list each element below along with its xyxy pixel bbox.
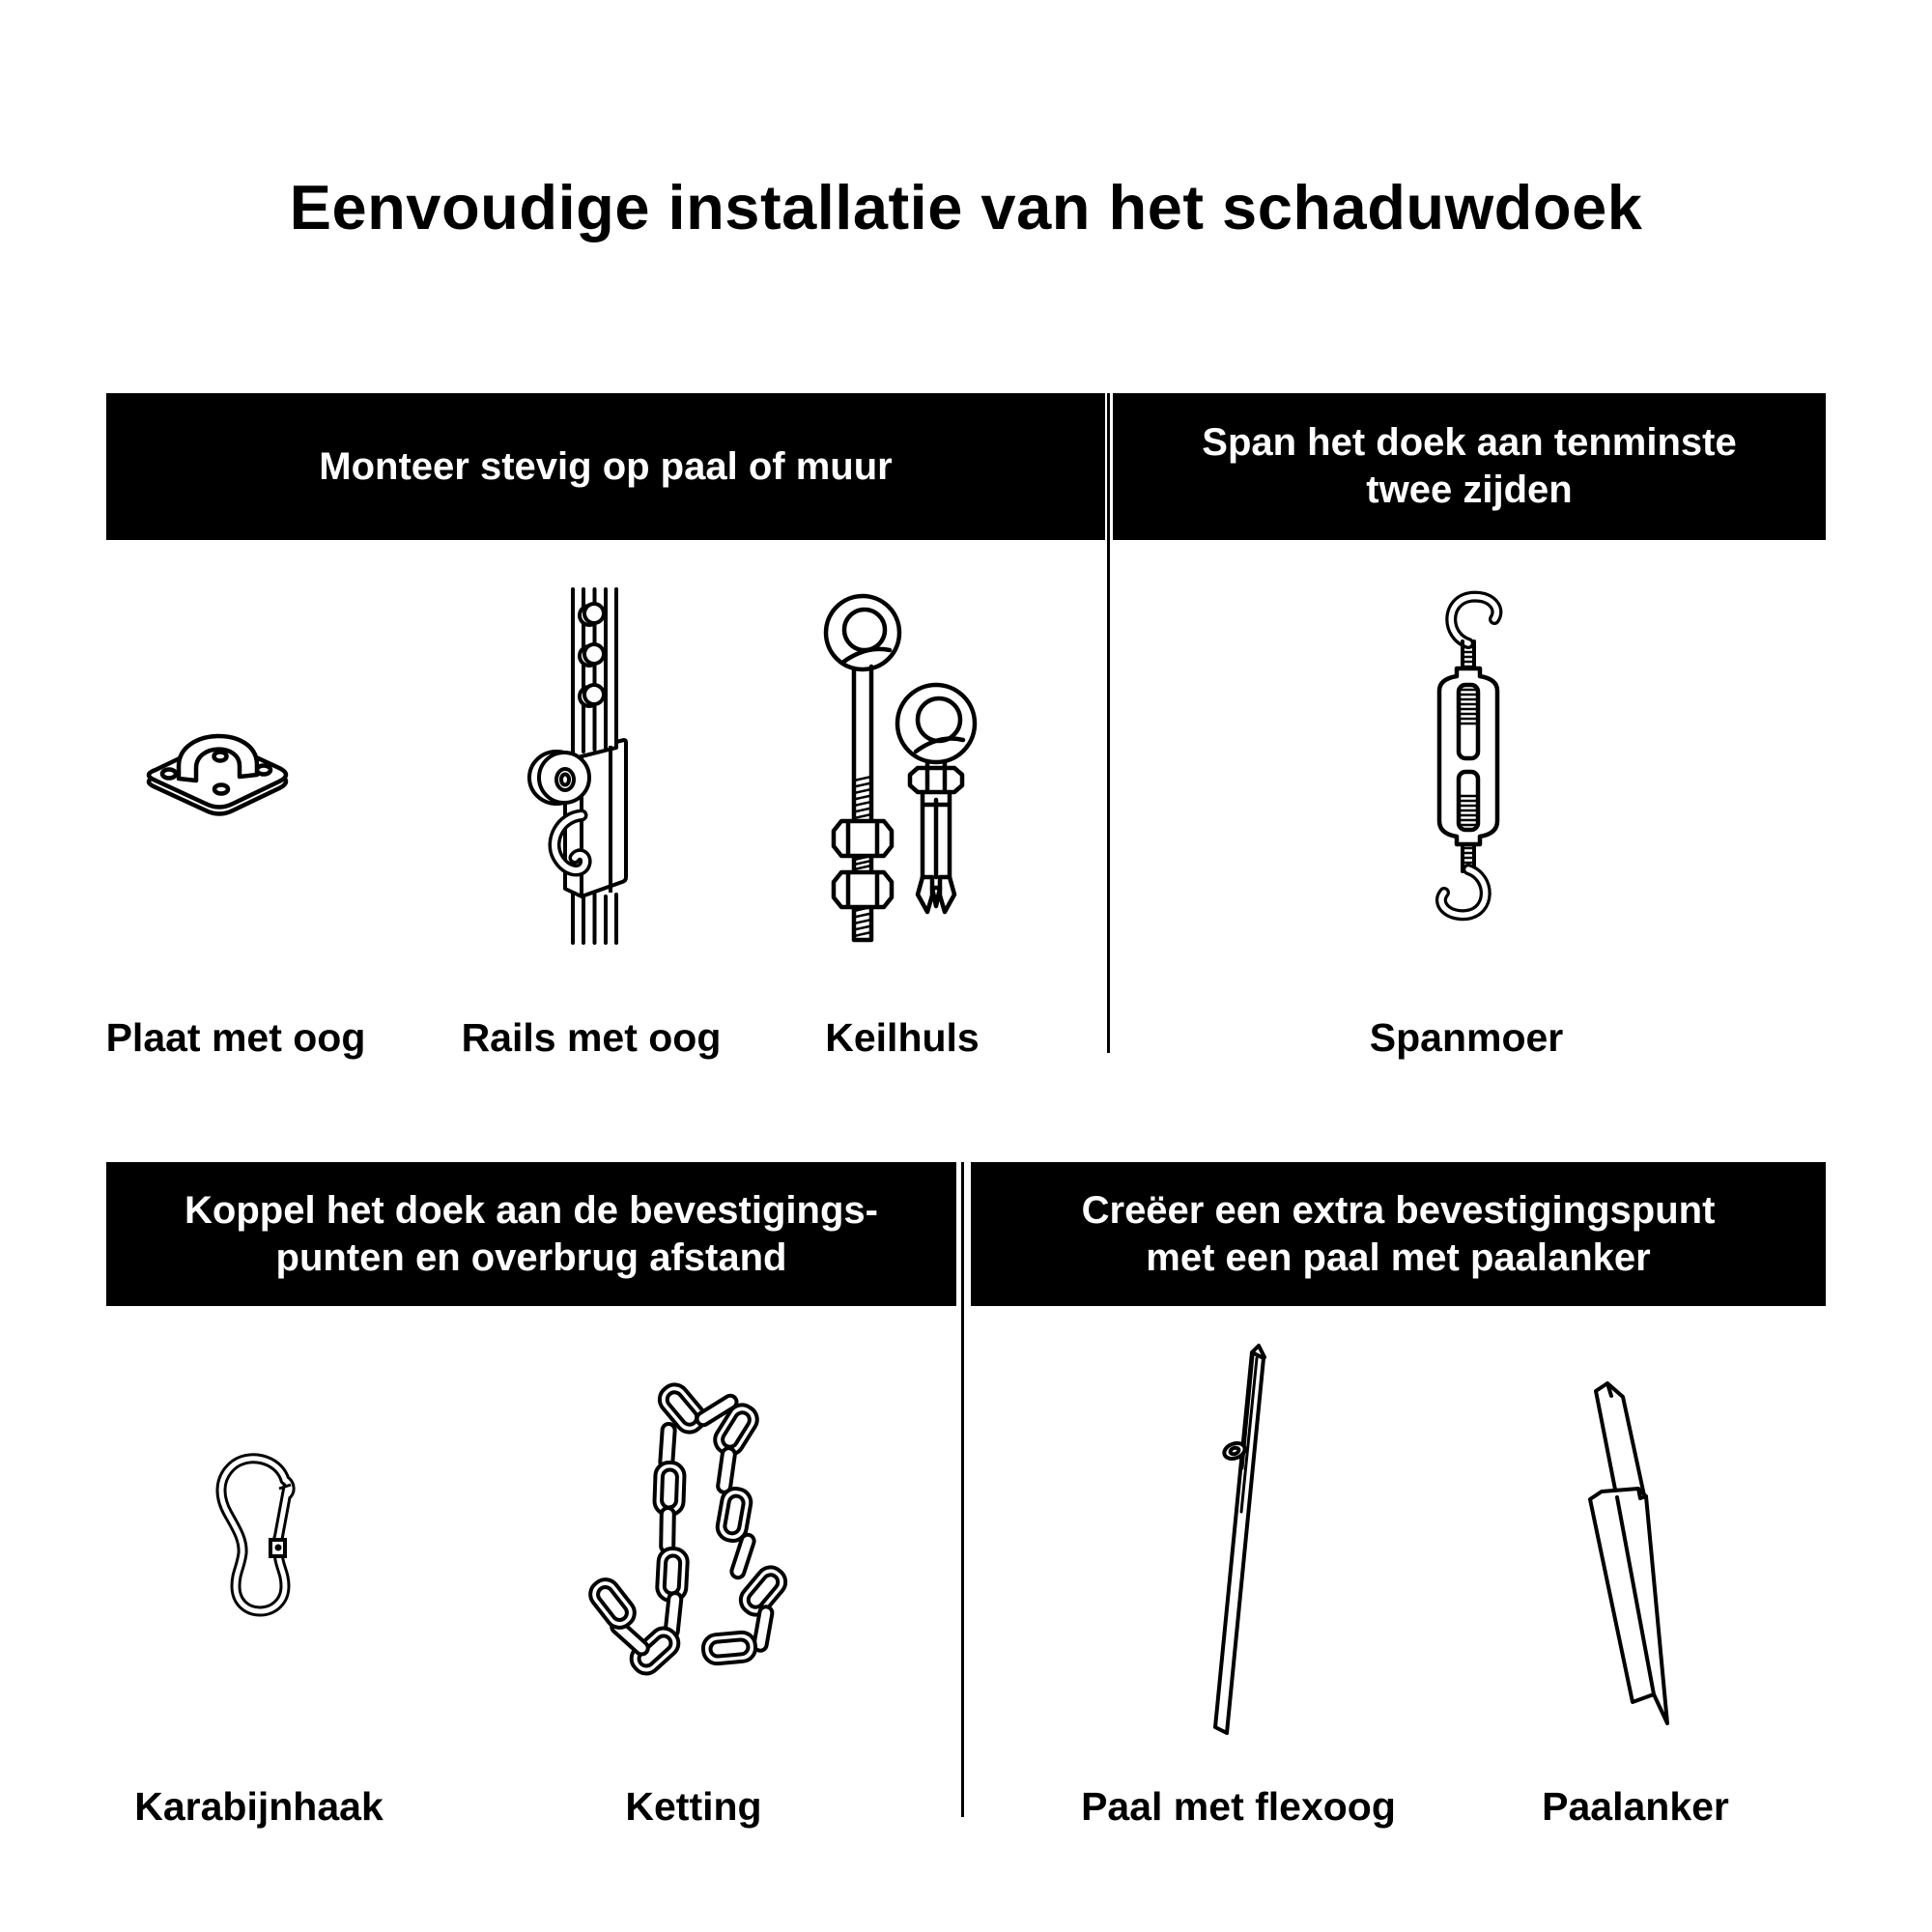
section-header-extra-point-line2: met een paal met paalanker xyxy=(1146,1236,1651,1279)
section-header-tension-line2: twee zijden xyxy=(1366,469,1573,511)
expansion-eye-bolt-illustration xyxy=(819,589,983,945)
post-anchor-illustration xyxy=(1584,1372,1690,1731)
section-header-connect xyxy=(106,1162,956,1306)
item-label-rails-met-oog: Rails met oog xyxy=(461,1015,722,1060)
section-header-extra-point xyxy=(971,1162,1826,1306)
rail-with-eye-illustration xyxy=(533,587,634,945)
chain-illustration xyxy=(583,1379,796,1679)
section-header-mount-line: Monteer stevig op paal of muur xyxy=(319,444,893,488)
pole-with-flex-eye-illustration xyxy=(1202,1343,1279,1739)
turnbuckle-illustration xyxy=(1426,591,1513,920)
section-header-mount xyxy=(106,393,1105,540)
item-label-ketting: Ketting xyxy=(625,1784,762,1829)
section-header-connect-line2: punten en overbrug afstand xyxy=(275,1236,787,1279)
item-label-keilhuls: Keilhuls xyxy=(825,1015,980,1060)
item-label-plaat-met-oog: Plaat met oog xyxy=(105,1015,366,1060)
pad-eye-plate-illustration xyxy=(140,720,295,821)
section-header-extra-point-line1: Creëer een extra bevestigingspunt xyxy=(1081,1188,1716,1232)
section-header-connect-line1: Koppel het doek aan de bevestigings- xyxy=(185,1188,878,1232)
column-divider-top xyxy=(1107,393,1110,1053)
section-header-tension xyxy=(1113,393,1826,540)
page-title: Eenvoudige installatie van het schaduwdoek xyxy=(289,172,1643,242)
column-divider-bottom xyxy=(961,1162,964,1817)
item-label-paal-met-flexoog: Paal met flexoog xyxy=(1081,1784,1396,1829)
carabiner-illustration xyxy=(211,1445,311,1619)
item-label-spanmoer: Spanmoer xyxy=(1369,1015,1564,1060)
section-header-tension-line1: Span het doek aan tenminste xyxy=(1202,421,1737,465)
item-label-paalanker: Paalanker xyxy=(1542,1784,1729,1829)
item-label-karabijnhaak: Karabijnhaak xyxy=(134,1784,384,1829)
